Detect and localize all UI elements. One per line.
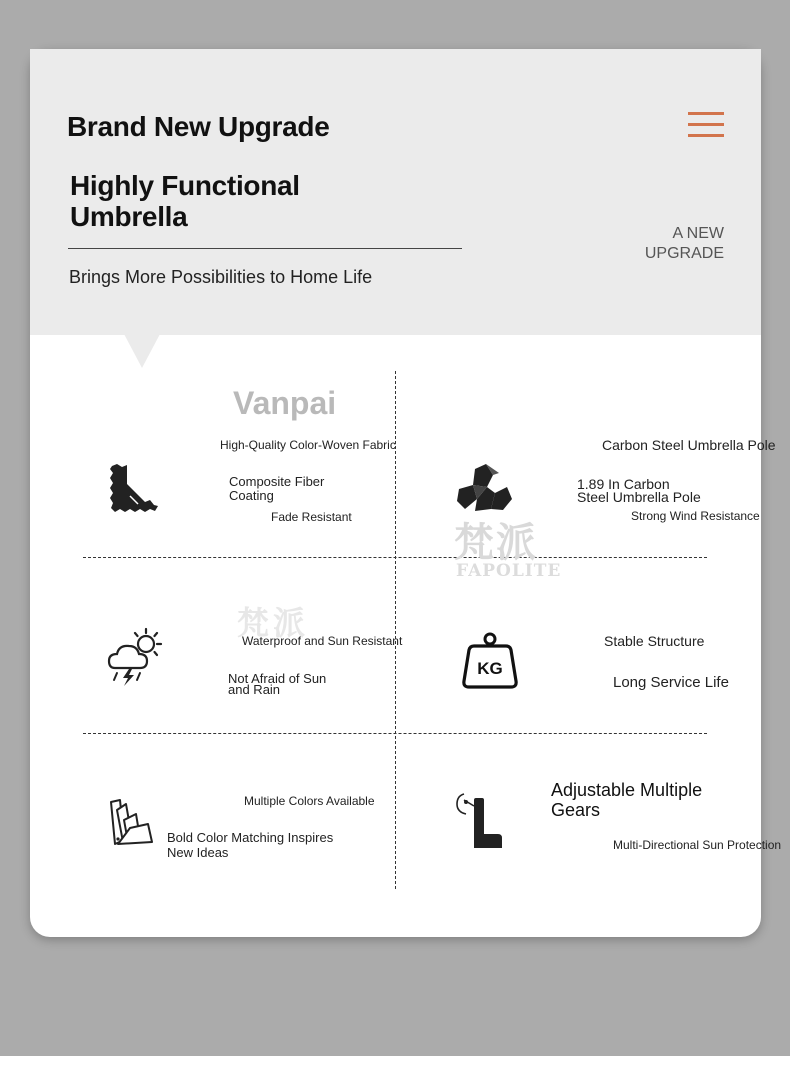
kg-weight-icon [460, 631, 520, 691]
gears-title-line1: Adjustable Multiple [551, 780, 703, 800]
product-title-line2: Umbrella [70, 201, 188, 232]
gears-title-line2: Gears [551, 800, 601, 820]
weather-line2: and Rain [228, 682, 281, 697]
grid-horizontal-divider-2 [83, 733, 707, 734]
product-title [70, 170, 300, 232]
pole-detail: Strong Wind Resistance [631, 509, 760, 523]
structure-detail: Long Service Life [613, 674, 729, 691]
product-title-line1: Highly Functional [70, 170, 300, 201]
chinese-watermark-faint: 梵派 [237, 604, 310, 642]
tagline-line2: UPGRADE [644, 245, 724, 262]
gears-title [551, 780, 702, 820]
pole-title: Carbon Steel Umbrella Pole [602, 437, 776, 453]
color-swatch-fan-icon [108, 798, 156, 846]
title-divider [68, 248, 462, 249]
weather-line1: Not Afraid of Sun [228, 671, 327, 686]
pole-description [577, 478, 701, 504]
chinese-watermark: 梵派 [454, 519, 538, 566]
pole-line1: 1.89 In Carbon [577, 476, 670, 492]
colors-line2: New Ideas [167, 845, 229, 860]
weather-description [228, 673, 326, 695]
fabric-line2: Coating [229, 488, 274, 503]
adjustable-stand-icon [454, 792, 506, 850]
colors-line1: Bold Color Matching Inspires [167, 830, 334, 845]
vanpai-watermark: Vanpai [233, 385, 337, 421]
header-pointer [124, 334, 160, 368]
colors-description [167, 830, 333, 860]
fabric-title: High-Quality Color-Woven Fabric [220, 438, 396, 452]
subtitle: Brings More Possibilities to Home Life [69, 267, 373, 287]
fapolite-watermark: FAPOLITE [456, 561, 562, 581]
fabric-description [229, 475, 324, 503]
hamburger-menu-icon[interactable] [688, 112, 724, 142]
tagline-line1: A NEW [672, 225, 724, 242]
crystal-blocks-icon [455, 463, 513, 515]
pole-line2: Steel Umbrella Pole [577, 489, 701, 505]
weather-storm-sun-icon [107, 626, 165, 688]
brand-heading: Brand New Upgrade [67, 111, 330, 142]
grid-horizontal-divider-1 [83, 557, 707, 558]
weather-title: Waterproof and Sun Resistant [242, 634, 403, 648]
fabric-detail: Fade Resistant [271, 510, 352, 524]
structure-title: Stable Structure [604, 633, 705, 649]
kg-label: KG [477, 659, 503, 678]
feature-card [30, 49, 782, 937]
fabric-swatch-icon [110, 463, 160, 513]
upgrade-tagline [645, 224, 724, 264]
colors-title: Multiple Colors Available [244, 794, 375, 808]
gears-detail: Multi-Directional Sun Protection [613, 838, 782, 852]
fabric-line1: Composite Fiber [229, 474, 325, 489]
